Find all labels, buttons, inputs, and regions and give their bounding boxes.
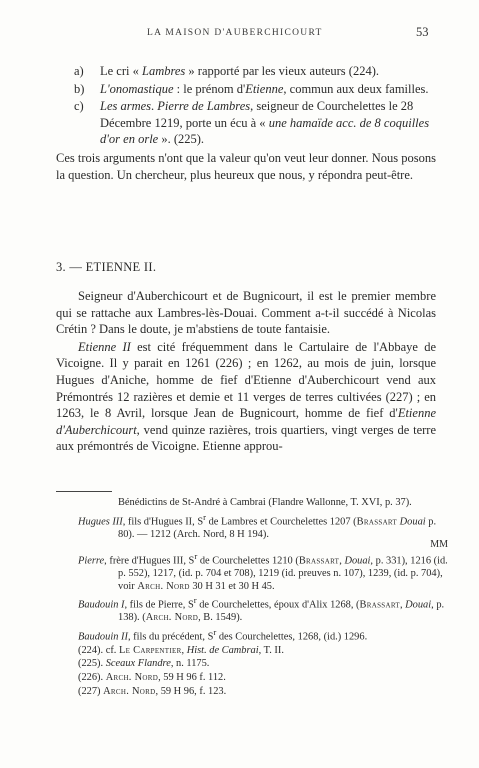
list-marker: c) <box>74 99 84 114</box>
footnote-224: (224). cf. Le Carpentier, Hist. de Cambrai, T. II. <box>78 644 284 656</box>
section-heading: 3. — ETIENNE II. <box>56 260 157 274</box>
page-number: 53 <box>416 25 429 39</box>
argument-list <box>56 63 436 183</box>
paragraph-intro: Seigneur d'Auberchicourt et de Bugnicourt, il est le premier membre qui se rattache aux Lambres-lès-Douai. Comment a-t-il succédé à Nicolas Crétin ? Dans le doute, je m'abstiens de toute fantaisie. <box>56 289 436 337</box>
list-item-c: c) Les armes. Pierre de Lambres, seigneur de Courchelettes le 28 Décembre 1219, porte un écu à « une hamaïde acc. de 8 coquilles d'or en orle ». (225). <box>74 99 430 147</box>
running-head <box>0 25 479 44</box>
footnote-continuation: Bénédictins de St-André à Cambrai (Flandre Wallonne, T. XVI, p. 37). <box>118 497 412 508</box>
list-marker: b) <box>74 81 85 96</box>
paragraph-cartulary: Etienne II est cité fréquemment dans le Cartulaire de l'Abbaye de Vicoigne. Il y parait en 1261 (226) ; en 1262, au mois de juin, lorsque Hugues d'Aniche, homme de fief d'Etienne d'Auberchicourt vend aux Prémontrés 12 razières et demie et 11 verges de terres cultivées (227) ; en 1263, le 8 Avril, lorsque Jean de Bugnicourt, homme de fief d'Etienne d'Auberchicourt, vend quinze razières, trois quartiers, vingt verges de terre aux prémontrés de Vicoigne. Etienne approu- <box>56 339 436 454</box>
conclusion-paragraph: Ces trois arguments n'ont que la valeur qu'on veut leur donner. Nous posons la question. Un chercheur, plus heureux que nous, y répondra peut-être. <box>56 150 436 182</box>
list-marker: a) <box>74 64 84 78</box>
list-item-a: a) Le cri « Lambres » rapporté par les vieux auteurs (224). <box>74 64 379 78</box>
footnote-pierre: Pierre, frère d'Hugues III, $S^r$ de Courchelettes 1210 (Brassart, Douai, p. 331), 1216 (id. p. 552), 1217, (id. p. 704 et 708), 1219 (id. preuves n. 107), 1239, (id. p. 704), voir Arch. Nord 30 H 31 et 30 H 45. <box>78 550 448 592</box>
running-title: LA MAISON D'AUBERCHICOURT <box>147 28 323 38</box>
body-text <box>56 288 436 455</box>
footnote-hugues: Hugues III, fils d'Hugues II, $S^r$ de Lambres et Courchelettes 1207 (Brassart Douai p. 80). — 1212 (Arch. Nord, 8 H 194). <box>78 511 437 540</box>
footnote-225: (225). Sceaux Flandre, n. 1175. <box>78 658 210 670</box>
margin-note-mm: MM <box>430 539 448 551</box>
footnote-baudouin-ii: Baudouin II, fils du précédent, $S^r$ des Courchelettes, 1268, (id.) 1296. <box>78 626 368 643</box>
footnote-227: (227) Arch. Nord, 59 H 96, f. 123. <box>78 685 227 697</box>
list-item-b: b) L'onomastique : le prénom d'Etienne, commun aux deux familles. <box>74 81 429 96</box>
footnotes <box>78 497 448 699</box>
footnote-baudouin-i: Baudouin I, fils de Pierre, $S^r$ de Courchelettes, époux d'Alix 1268, (Brassart, Douai, p. 138). (Arch. Nord, B. 1549). <box>78 595 445 624</box>
footnote-rule <box>56 491 112 492</box>
footnote-226: (226). Arch. Nord, 59 H 96 f. 112. <box>78 672 226 683</box>
